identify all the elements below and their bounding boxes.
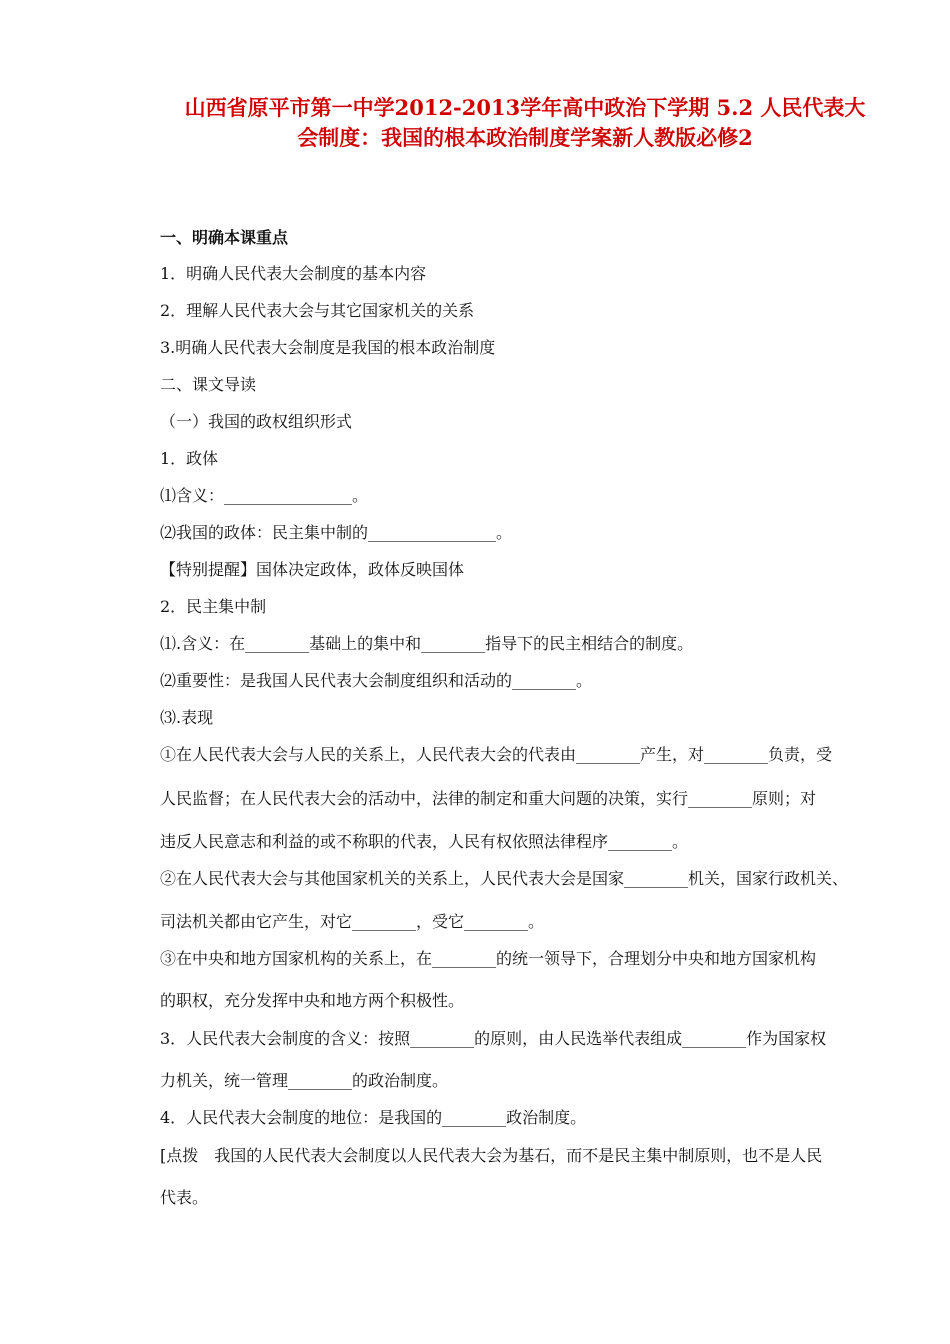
section-heading-2: 二、课文导读 — [160, 375, 257, 394]
text-line: ⑴含义：________________。 — [160, 486, 369, 505]
text-line: 1．政体 — [160, 449, 219, 468]
text-line: 1．明确人民代表大会制度的基本内容 — [160, 264, 427, 283]
text-line: ⑴.含义：在________基础上的集中和________指导下的民主相结合的制度。 — [160, 634, 694, 653]
text-line: 4．人民代表大会制度的地位：是我国的________政治制度。 — [160, 1108, 587, 1127]
text-line: ②在人民代表大会与其他国家机关的关系上，人民代表大会是国家________机关，国家行政机关、 — [160, 869, 849, 888]
text-line: 违反人民意志和利益的或不称职的代表，人民有权依照法律程序________。 — [160, 832, 689, 851]
text-line: 的职权，充分发挥中央和地方两个积极性。 — [160, 991, 465, 1010]
text-line: 司法机关都由它产生，对它________，受它________。 — [160, 912, 545, 931]
tip-line: [点拨 我国的人民代表大会制度以人民代表大会为基石，而不是民主集中制原则，也不是人民 — [160, 1146, 823, 1165]
section-heading-1: 一、明确本课重点 — [160, 228, 289, 247]
text-line: ⑵重要性：是我国人民代表大会制度组织和活动的________。 — [160, 671, 593, 690]
text-line: ⑵我国的政体：民主集中制的________________。 — [160, 523, 513, 542]
text-line: 力机关，统一管理________的政治制度。 — [160, 1071, 449, 1090]
text-line: ③在中央和地方国家机构的关系上，在________的统一领导下，合理划分中央和地方国家机构 — [160, 949, 817, 968]
text-line: 代表。 — [160, 1188, 209, 1207]
text-line: 2．理解人民代表大会与其它国家机关的关系 — [160, 301, 475, 320]
text-line: 人民监督；在人民代表大会的活动中，法律的制定和重大问题的决策，实行________原则；对 — [160, 789, 817, 808]
text-line: 3．人民代表大会制度的含义：按照________的原则，由人民选举代表组成________作为国家权 — [160, 1029, 827, 1048]
document-title-line-1: 山西省原平市第一中学2012-2013学年高中政治下学期 5.2 人民代表大 — [184, 95, 866, 120]
reminder-line: 【特别提醒】国体决定政体，政体反映国体 — [160, 560, 465, 579]
subsection-heading: （一）我国的政权组织形式 — [160, 412, 353, 431]
document-title-line-2: 会制度：我国的根本政治制度学案新人教版必修2 — [297, 125, 753, 150]
text-line: ⑶.表现 — [160, 708, 214, 727]
text-line: ①在人民代表大会与人民的关系上，人民代表大会的代表由________产生，对________负责，受 — [160, 745, 833, 764]
text-line: 2．民主集中制 — [160, 597, 267, 616]
text-line: 3.明确人民代表大会制度是我国的根本政治制度 — [160, 338, 496, 357]
